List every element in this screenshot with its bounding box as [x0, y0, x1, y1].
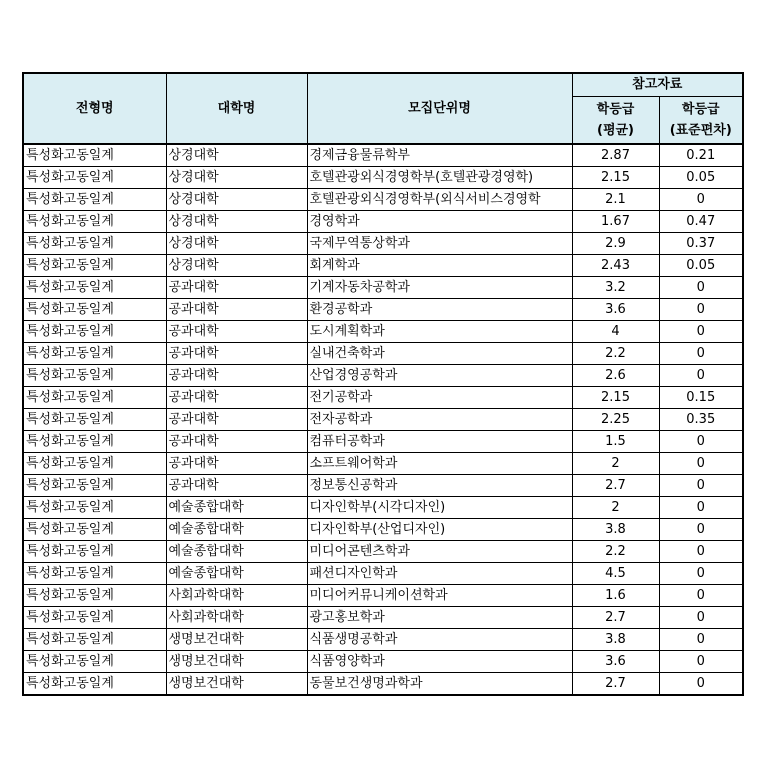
cell-grade-std: 0.47: [659, 211, 743, 233]
table-row: [23, 541, 743, 563]
table-row: [23, 365, 743, 387]
table-row: [23, 563, 743, 585]
cell-unit: 경제금융물류학부: [307, 144, 572, 167]
cell-college: 예술종합대학: [166, 519, 307, 541]
cell-grade-avg: 2.87: [572, 144, 659, 167]
table-header: [23, 73, 743, 144]
cell-type: 특성화고동일계: [23, 211, 166, 233]
cell-unit: 미디어커뮤니케이션학과: [307, 585, 572, 607]
cell-grade-avg: 1.67: [572, 211, 659, 233]
cell-unit: 정보통신공학과: [307, 475, 572, 497]
cell-type: 특성화고동일계: [23, 189, 166, 211]
cell-type: 특성화고동일계: [23, 167, 166, 189]
cell-college: 공과대학: [166, 343, 307, 365]
cell-grade-std: 0: [659, 651, 743, 673]
cell-unit: 도시계획학과: [307, 321, 572, 343]
table-row: [23, 387, 743, 409]
cell-type: 특성화고동일계: [23, 673, 166, 696]
cell-college: 상경대학: [166, 233, 307, 255]
cell-grade-std: 0: [659, 431, 743, 453]
cell-grade-avg: 1.5: [572, 431, 659, 453]
cell-grade-avg: 2: [572, 453, 659, 475]
cell-college: 상경대학: [166, 144, 307, 167]
cell-college: 공과대학: [166, 453, 307, 475]
cell-unit: 회계학과: [307, 255, 572, 277]
cell-grade-avg: 1.6: [572, 585, 659, 607]
table-row: [23, 255, 743, 277]
cell-type: 특성화고동일계: [23, 585, 166, 607]
table-row: [23, 607, 743, 629]
cell-grade-std: 0: [659, 343, 743, 365]
cell-unit: 동물보건생명과학과: [307, 673, 572, 696]
cell-unit: 패션디자인학과: [307, 563, 572, 585]
table-row: [23, 321, 743, 343]
cell-college: 상경대학: [166, 167, 307, 189]
cell-type: 특성화고동일계: [23, 255, 166, 277]
header-grade-std: [659, 97, 743, 145]
cell-unit: 산업경영공학과: [307, 365, 572, 387]
table-row: [23, 431, 743, 453]
cell-grade-avg: 2.9: [572, 233, 659, 255]
cell-unit: 경영학과: [307, 211, 572, 233]
header-unit: 모집단위명: [307, 73, 572, 144]
cell-unit: 광고홍보학과: [307, 607, 572, 629]
cell-grade-std: 0: [659, 475, 743, 497]
cell-grade-std: 0: [659, 189, 743, 211]
cell-grade-avg: 3.6: [572, 299, 659, 321]
cell-unit: 실내건축학과: [307, 343, 572, 365]
cell-grade-avg: 2.15: [572, 167, 659, 189]
cell-college: 사회과학대학: [166, 585, 307, 607]
table-row: [23, 585, 743, 607]
cell-unit: 기계자동차공학과: [307, 277, 572, 299]
cell-college: 공과대학: [166, 299, 307, 321]
cell-college: 공과대학: [166, 321, 307, 343]
cell-college: 상경대학: [166, 189, 307, 211]
cell-unit: 국제무역통상학과: [307, 233, 572, 255]
cell-type: 특성화고동일계: [23, 321, 166, 343]
table-row: [23, 629, 743, 651]
cell-unit: 호텔관광외식경영학부(외식서비스경영학: [307, 189, 572, 211]
cell-unit: 전자공학과: [307, 409, 572, 431]
cell-grade-avg: 4.5: [572, 563, 659, 585]
cell-grade-std: 0: [659, 299, 743, 321]
cell-grade-avg: 3.8: [572, 519, 659, 541]
cell-college: 공과대학: [166, 365, 307, 387]
cell-grade-avg: 2: [572, 497, 659, 519]
cell-college: 공과대학: [166, 409, 307, 431]
cell-grade-std: 0.05: [659, 255, 743, 277]
cell-grade-avg: 3.2: [572, 277, 659, 299]
cell-grade-std: 0: [659, 497, 743, 519]
cell-grade-avg: 2.25: [572, 409, 659, 431]
cell-college: 생명보건대학: [166, 651, 307, 673]
cell-unit: 디자인학부(산업디자인): [307, 519, 572, 541]
cell-college: 상경대학: [166, 211, 307, 233]
cell-type: 특성화고동일계: [23, 475, 166, 497]
table-row: [23, 497, 743, 519]
cell-grade-std: 0: [659, 519, 743, 541]
cell-grade-std: 0.35: [659, 409, 743, 431]
cell-college: 공과대학: [166, 431, 307, 453]
cell-college: 공과대학: [166, 475, 307, 497]
cell-grade-avg: 2.43: [572, 255, 659, 277]
table-row: [23, 299, 743, 321]
cell-grade-avg: 2.7: [572, 673, 659, 696]
cell-unit: 식품생명공학과: [307, 629, 572, 651]
table-row: [23, 233, 743, 255]
cell-college: 예술종합대학: [166, 563, 307, 585]
cell-grade-std: 0.37: [659, 233, 743, 255]
cell-unit: 환경공학과: [307, 299, 572, 321]
cell-grade-avg: 4: [572, 321, 659, 343]
header-grade-avg-line1: 학등급: [596, 102, 635, 117]
cell-grade-avg: 2.2: [572, 541, 659, 563]
cell-type: 특성화고동일계: [23, 607, 166, 629]
table-row: [23, 189, 743, 211]
cell-type: 특성화고동일계: [23, 299, 166, 321]
cell-type: 특성화고동일계: [23, 431, 166, 453]
header-grade-std-line2: (표준편차): [669, 123, 732, 138]
cell-grade-avg: 2.15: [572, 387, 659, 409]
cell-college: 상경대학: [166, 255, 307, 277]
cell-type: 특성화고동일계: [23, 277, 166, 299]
cell-college: 예술종합대학: [166, 541, 307, 563]
cell-type: 특성화고동일계: [23, 144, 166, 167]
cell-grade-std: 0.21: [659, 144, 743, 167]
cell-type: 특성화고동일계: [23, 409, 166, 431]
cell-type: 특성화고동일계: [23, 519, 166, 541]
header-grade-std-line1: 학등급: [681, 102, 720, 117]
cell-grade-std: 0.15: [659, 387, 743, 409]
cell-grade-avg: 2.6: [572, 365, 659, 387]
cell-grade-avg: 2.2: [572, 343, 659, 365]
cell-unit: 호텔관광외식경영학부(호텔관광경영학): [307, 167, 572, 189]
cell-grade-std: 0: [659, 607, 743, 629]
cell-grade-std: 0: [659, 541, 743, 563]
cell-type: 특성화고동일계: [23, 453, 166, 475]
cell-grade-std: 0: [659, 585, 743, 607]
cell-unit: 컴퓨터공학과: [307, 431, 572, 453]
cell-unit: 소프트웨어학과: [307, 453, 572, 475]
header-reference-group: 참고자료: [572, 73, 743, 97]
header-college: 대학명: [166, 73, 307, 144]
header-grade-avg: [572, 97, 659, 145]
cell-type: 특성화고동일계: [23, 541, 166, 563]
table-row: [23, 343, 743, 365]
cell-type: 특성화고동일계: [23, 365, 166, 387]
cell-grade-avg: 2.1: [572, 189, 659, 211]
cell-grade-std: 0: [659, 365, 743, 387]
cell-grade-avg: 3.6: [572, 651, 659, 673]
table-row: [23, 519, 743, 541]
cell-college: 생명보건대학: [166, 629, 307, 651]
cell-unit: 미디어콘텐츠학과: [307, 541, 572, 563]
cell-college: 생명보건대학: [166, 673, 307, 696]
cell-grade-std: 0.05: [659, 167, 743, 189]
table-row: [23, 475, 743, 497]
cell-grade-std: 0: [659, 563, 743, 585]
table-row: [23, 409, 743, 431]
table-row: [23, 453, 743, 475]
cell-grade-std: 0: [659, 321, 743, 343]
table-row: [23, 673, 743, 696]
cell-grade-avg: 2.7: [572, 475, 659, 497]
table-row: [23, 144, 743, 167]
cell-college: 사회과학대학: [166, 607, 307, 629]
table-row: [23, 167, 743, 189]
cell-unit: 식품영양학과: [307, 651, 572, 673]
header-type: 전형명: [23, 73, 166, 144]
cell-type: 특성화고동일계: [23, 343, 166, 365]
cell-type: 특성화고동일계: [23, 563, 166, 585]
cell-grade-std: 0: [659, 629, 743, 651]
cell-type: 특성화고동일계: [23, 497, 166, 519]
cell-grade-std: 0: [659, 277, 743, 299]
header-grade-avg-line2: (평균): [597, 123, 634, 138]
cell-type: 특성화고동일계: [23, 629, 166, 651]
cell-grade-std: 0: [659, 453, 743, 475]
cell-college: 공과대학: [166, 277, 307, 299]
cell-grade-avg: 2.7: [572, 607, 659, 629]
table-row: [23, 211, 743, 233]
table-body: [23, 144, 743, 695]
admissions-grade-table: [22, 72, 744, 696]
cell-type: 특성화고동일계: [23, 233, 166, 255]
table-row: [23, 651, 743, 673]
cell-unit: 디자인학부(시각디자인): [307, 497, 572, 519]
cell-grade-std: 0: [659, 673, 743, 696]
cell-grade-avg: 3.8: [572, 629, 659, 651]
cell-type: 특성화고동일계: [23, 651, 166, 673]
table-row: [23, 277, 743, 299]
cell-college: 공과대학: [166, 387, 307, 409]
cell-college: 예술종합대학: [166, 497, 307, 519]
cell-type: 특성화고동일계: [23, 387, 166, 409]
cell-unit: 전기공학과: [307, 387, 572, 409]
